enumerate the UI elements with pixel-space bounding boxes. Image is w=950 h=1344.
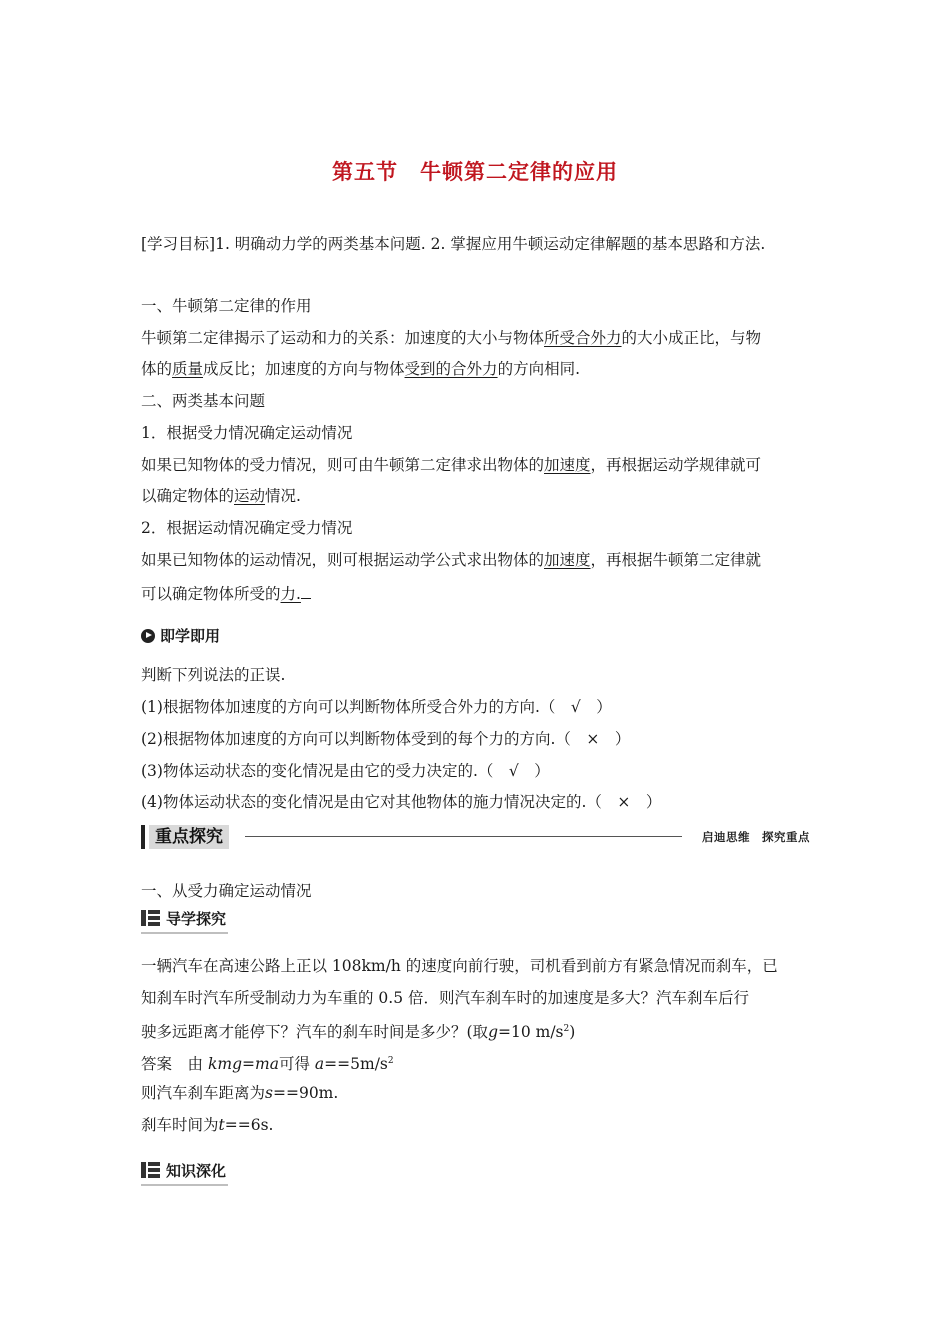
text: ==5m/s	[324, 1055, 388, 1074]
focus-section-label: 重点探究	[149, 825, 229, 849]
title-text: 牛顿第二定律的应用	[420, 160, 618, 184]
blank-answer: 加速度	[544, 456, 591, 474]
text: 可以确定物体所受的	[141, 585, 281, 603]
section1-heading: 一、牛顿第二定律的作用	[141, 297, 312, 315]
focus-section-bar	[141, 824, 810, 850]
text: 以确定物体的	[141, 487, 235, 505]
text: 的方向相同.	[497, 360, 580, 378]
guide-explore-heading	[141, 906, 228, 934]
practice-item-4: (4)物体运动状态的变化情况是由它对其他物体的施力情况决定的.（ × ）	[141, 793, 662, 811]
blank-answer: 力.	[280, 585, 301, 603]
section2-point1-line1	[141, 455, 761, 475]
text: ==90m.	[272, 1084, 339, 1102]
text: 由	[187, 1055, 204, 1074]
knowledge-deepen-heading	[141, 1158, 228, 1186]
distance-line	[141, 1083, 338, 1103]
text: )	[569, 1023, 576, 1042]
superscript: 2	[563, 1024, 570, 1034]
text: ，再根据运动学规律就可	[590, 456, 762, 474]
part1-heading: 一、从受力确定运动情况	[141, 882, 312, 900]
text: 的大小成正比，与物	[621, 329, 762, 347]
section2-point2-line2	[141, 582, 311, 604]
text: 刹车时间为	[141, 1116, 219, 1134]
variable-ma: ma	[255, 1055, 279, 1074]
section1-paragraph-line2	[141, 359, 580, 379]
variable-s: s	[265, 1084, 273, 1102]
knowledge-deepen-label: 知识深化	[166, 1161, 227, 1180]
blank-answer: 受到的合外力	[404, 360, 498, 378]
text: 体的	[141, 360, 173, 378]
superscript: 2	[387, 1056, 394, 1066]
question-line1: 一辆汽车在高速公路上正以 108km/h 的速度向前行驶，司机看到前方有紧急情况而刹车，已	[141, 957, 778, 975]
practice-heading	[141, 625, 220, 646]
text: 情况.	[265, 487, 301, 505]
blank-answer: 质量	[172, 360, 204, 378]
practice-heading-label: 即学即用	[160, 627, 221, 645]
text: 驶多远距离才能停下？汽车的刹车时间是多少？(取	[141, 1023, 489, 1042]
practice-item-1: (1)根据物体加速度的方向可以判断物体所受合外力的方向.（ √ ）	[141, 698, 612, 716]
blank-answer: 加速度	[544, 551, 591, 569]
text: =	[242, 1055, 255, 1074]
page-title	[0, 156, 950, 186]
answer-line	[141, 1051, 394, 1074]
time-line	[141, 1115, 273, 1135]
play-icon	[141, 629, 155, 643]
text: 牛顿第二定律揭示了运动和力的关系：加速度的大小与物体	[141, 329, 545, 347]
bar-marker	[141, 825, 145, 849]
guide-explore-label: 导学探究	[166, 909, 227, 928]
list-icon	[141, 910, 160, 926]
section2-point1-title: 1．根据受力情况确定运动情况	[141, 424, 353, 442]
section2-point2-line1	[141, 550, 761, 570]
text: 可得	[278, 1055, 310, 1074]
question-line3	[141, 1019, 575, 1042]
section2-point1-line2	[141, 486, 301, 506]
text: =10 m/s	[498, 1023, 564, 1042]
practice-item-3: (3)物体运动状态的变化情况是由它的受力决定的.（ √ ）	[141, 762, 550, 780]
text: 如果已知物体的受力情况，则可由牛顿第二定律求出物体的	[141, 456, 545, 474]
list-icon	[141, 1162, 160, 1178]
text: ，再根据牛顿第二定律就	[590, 551, 762, 569]
answer-label: 答案	[141, 1055, 173, 1074]
blank-answer: 所受合外力	[544, 329, 622, 347]
blank-answer: 运动	[234, 487, 266, 505]
learning-objectives: [学习目标]1. 明确动力学的两类基本问题. 2. 掌握应用牛顿运动定律解题的基本思路和方法.	[141, 235, 766, 253]
text: ==6s.	[224, 1116, 274, 1134]
variable-g: g	[488, 1023, 498, 1042]
title-section-number: 第五节	[332, 160, 398, 184]
divider	[245, 836, 682, 837]
text: 成反比；加速度的方向与物体	[203, 360, 405, 378]
practice-item-2: (2)根据物体加速度的方向可以判断物体受到的每个力的方向.（ × ）	[141, 730, 631, 748]
focus-section-tagline: 启迪思维 探究重点	[702, 830, 810, 844]
variable-a: a	[314, 1055, 325, 1074]
text: 如果已知物体的运动情况，则可根据运动学公式求出物体的	[141, 551, 545, 569]
practice-intro: 判断下列说法的正误.	[141, 666, 286, 684]
section2-point2-title: 2．根据运动情况确定受力情况	[141, 519, 353, 537]
section1-paragraph-line1	[141, 328, 761, 348]
variable-kmg: kmg	[207, 1055, 242, 1074]
text: 则汽车刹车距离为	[141, 1084, 266, 1102]
question-line2: 知刹车时汽车所受制动力为车重的 0.5 倍．则汽车刹车时的加速度是多大？汽车刹车后行	[141, 989, 750, 1007]
section2-heading: 二、两类基本问题	[141, 392, 266, 410]
variable-t: t	[218, 1116, 225, 1134]
